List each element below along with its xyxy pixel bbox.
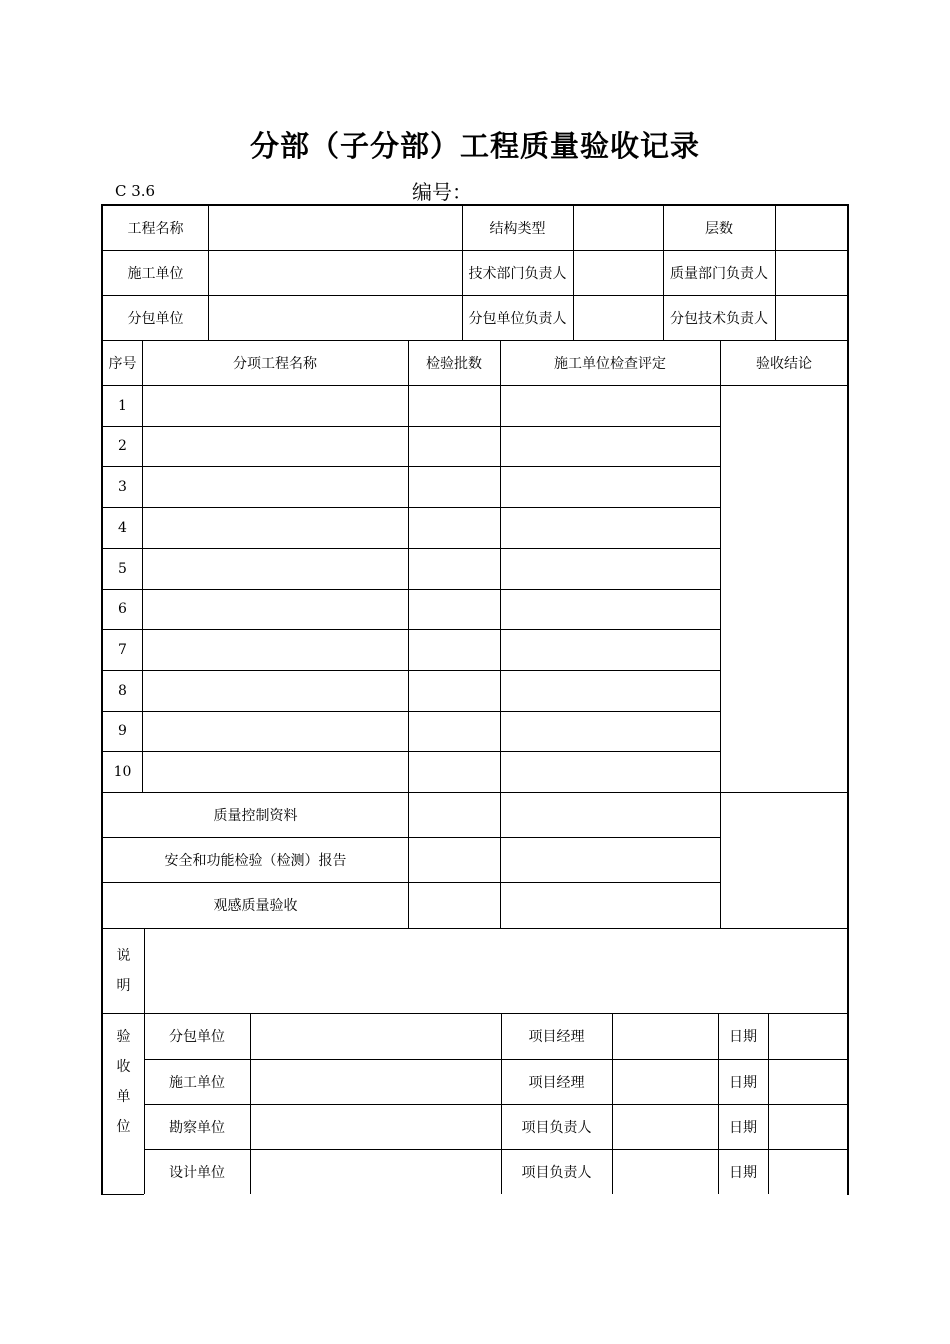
input-cell[interactable] [208,206,462,250]
row-seq-4: 4 [118,519,127,536]
label-subcontract-unit-head: 分包单位负责人 [468,310,567,327]
input-cell[interactable] [208,250,462,295]
input-cell[interactable] [250,1059,501,1104]
input-cell[interactable] [768,1149,848,1194]
input-cell[interactable] [408,548,500,589]
input-cell[interactable] [500,589,720,629]
row-seq-7: 7 [118,641,127,658]
input-cell[interactable] [768,1013,848,1059]
input-cell[interactable] [408,751,500,792]
input-cell[interactable] [768,1059,848,1104]
input-cell[interactable] [144,928,848,1013]
input-cell[interactable] [500,711,720,751]
input-cell[interactable] [612,1059,718,1104]
input-cell[interactable] [408,466,500,507]
acceptance-role-3: 项目负责人 [521,1119,592,1136]
input-cell[interactable] [500,792,720,837]
input-cell[interactable] [500,507,720,548]
input-cell[interactable] [720,792,848,928]
page-title: 分部（子分部）工程质量验收记录 [249,129,700,163]
label-floors: 层数 [705,221,733,237]
input-cell[interactable] [573,206,663,250]
row-seq-1: 1 [118,397,127,414]
label-project-name: 工程名称 [127,221,184,237]
acceptance-role-2: 项目经理 [528,1074,585,1091]
input-cell[interactable] [408,670,500,711]
acceptance-unit-2: 施工单位 [169,1074,225,1091]
row-seq-5: 5 [118,560,127,577]
form-code: C 3.6 [115,182,156,200]
input-cell[interactable] [408,507,500,548]
input-cell[interactable] [142,426,408,466]
acceptance-date-label-1: 日期 [729,1029,757,1045]
input-cell[interactable] [250,1104,501,1149]
input-cell[interactable] [408,629,500,670]
summary-row-1: 质量控制资料 [213,807,298,824]
acceptance-date-label-2: 日期 [729,1074,757,1091]
input-cell[interactable] [408,385,500,426]
acceptance-role-1: 项目经理 [528,1029,585,1045]
grid-line [103,1194,144,1195]
input-cell[interactable] [142,507,408,548]
input-cell[interactable] [500,882,720,928]
input-cell[interactable] [250,1013,501,1059]
col-item-name: 分项工程名称 [233,355,317,372]
input-cell[interactable] [500,426,720,466]
notes-label [103,928,144,1013]
input-cell[interactable] [500,837,720,882]
acceptance-label-char: 收 [116,1058,131,1075]
label-structure-type: 结构类型 [489,221,546,237]
input-cell[interactable] [500,751,720,792]
input-cell[interactable] [408,589,500,629]
number-label: 编号： [412,180,472,204]
acceptance-unit-4: 设计单位 [169,1164,225,1181]
input-cell[interactable] [500,466,720,507]
acceptance-label-char: 单 [116,1088,131,1105]
summary-row-2: 安全和功能检验（检测）报告 [164,852,347,869]
input-cell[interactable] [500,548,720,589]
input-cell[interactable] [573,250,663,295]
input-cell[interactable] [775,295,848,340]
input-cell[interactable] [720,385,848,792]
label-subcontract-unit: 分包单位 [127,310,184,327]
acceptance-role-4: 项目负责人 [521,1164,592,1181]
acceptance-date-label-3: 日期 [729,1119,757,1136]
row-seq-2: 2 [118,438,127,454]
input-cell[interactable] [612,1104,718,1149]
label-subcontract-tech-head: 分包技术负责人 [670,310,768,327]
acceptance-unit-1: 分包单位 [169,1029,225,1045]
col-seq: 序号 [108,355,137,372]
input-cell[interactable] [142,670,408,711]
row-seq-8: 8 [118,682,127,699]
row-seq-3: 3 [118,478,127,495]
label-quality-dept-head: 质量部门负责人 [670,265,768,282]
input-cell[interactable] [408,711,500,751]
input-cell[interactable] [142,629,408,670]
acceptance-date-label-4: 日期 [729,1164,757,1181]
input-cell[interactable] [142,466,408,507]
label-construction-unit: 施工单位 [127,265,184,282]
input-cell[interactable] [408,837,500,882]
row-seq-9: 9 [118,723,127,739]
input-cell[interactable] [142,589,408,629]
input-cell[interactable] [500,670,720,711]
col-conclusion: 验收结论 [756,355,812,372]
input-cell[interactable] [775,206,848,250]
acceptance-label-char: 验 [116,1028,131,1045]
col-batch-count: 检验批数 [426,355,482,372]
input-cell[interactable] [500,385,720,426]
acceptance-unit-3: 勘察单位 [169,1119,225,1136]
notes-label-char: 说 [116,947,131,964]
label-tech-dept-head: 技术部门负责人 [468,265,567,282]
summary-row-3: 观感质量验收 [213,898,298,914]
acceptance-label [103,1013,144,1150]
input-cell[interactable] [408,426,500,466]
input-cell[interactable] [500,629,720,670]
input-cell[interactable] [250,1149,501,1194]
input-cell[interactable] [775,250,848,295]
row-seq-6: 6 [118,601,127,617]
input-cell[interactable] [142,711,408,751]
input-cell[interactable] [768,1104,848,1149]
input-cell[interactable] [142,548,408,589]
input-cell[interactable] [142,751,408,792]
input-cell[interactable] [573,295,663,340]
input-cell[interactable] [612,1149,718,1194]
input-cell[interactable] [612,1013,718,1059]
input-cell[interactable] [408,792,500,837]
col-evaluation: 施工单位检查评定 [554,355,666,372]
row-seq-10: 10 [113,763,132,780]
acceptance-label-char: 位 [116,1118,131,1135]
notes-label-char: 明 [116,977,131,994]
input-cell[interactable] [208,295,462,340]
input-cell[interactable] [408,882,500,928]
input-cell[interactable] [142,385,408,426]
